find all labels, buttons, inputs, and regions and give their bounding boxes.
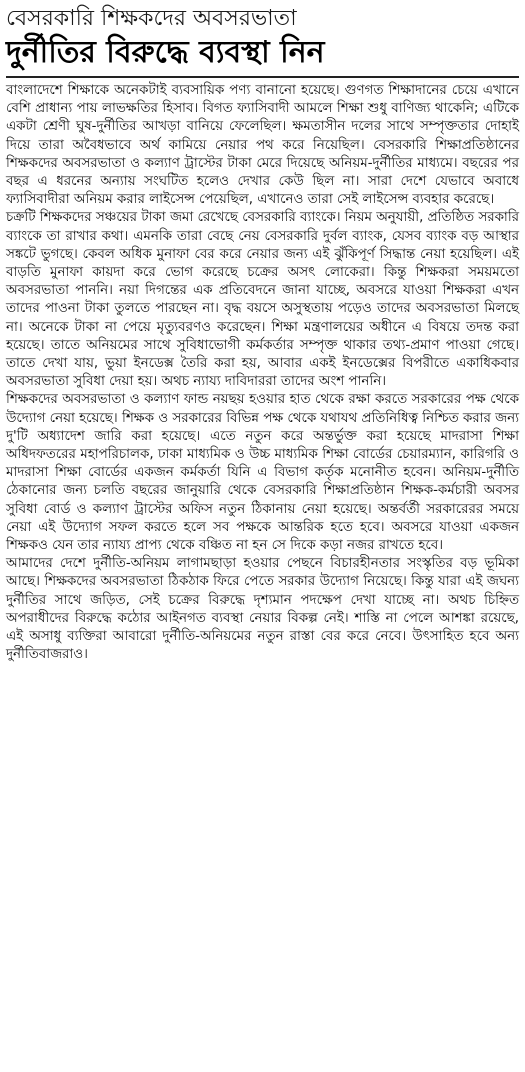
paragraph-1: বাংলাদেশে শিক্ষাকে অনেকটাই ব্যবসায়িক পণ্য বানানো হয়েছে। গুণগত শিক্ষাদানের চেয়ে এখানে বেশি প্রাধান্য পায় লাভক্ষতির হিসাব। বিগত ফ্যাসিবাদী আমলে শিক্ষা শুধু বাণিজ্য থাকেনি; এটিকে একটা শ্রেণী ঘুষ-দুর্নীতির আখড়া বানিয়ে ফেলেছিল। ক্ষমতাসীন দলের সাথে সম্পৃক্ততার দোহাই দিয়ে তারা অবৈধভাবে অর্থ কামিয়ে নেয়ার পথ করে নিয়েছিল। বেসরকারি শিক্ষাপ্রতিষ্ঠানের শিক্ষকদের অবসরভাতা ও কল্যাণ ট্রাস্টের টাকা মেরে দিয়েছে অনিয়ম-দুর্নীতির মাধ্যমে। বছরের পর বছর এ ধরনের অন্যায় সংঘটিত হলেও দেখার কেউ ছিল না। সারা দেশে যেভাবে অবাধে ফ্যাসিবাদীরা অনিয়ম করার লাইসেন্স পেয়েছিল, এখানেও তারা সেই লাইসেন্স ব্যবহার করেছে। (6, 83, 519, 208)
headline: দুর্নীতির বিরুদ্ধে ব্যবস্থা নিন (6, 35, 325, 70)
paragraph-4: আমাদের দেশে দুর্নীতি-অনিয়ম লাগামছাড়া হওয়ার পেছনে বিচারহীনতার সংস্কৃতির বড় ভূমিকা আছে। শিক্ষকদের অবসরভাতা ঠিকঠাক ফিরে পেতে সরকার উদ্যোগ নিয়েছে। কিন্তু যারা এই জঘন্য দুর্নীতির সাথে জড়িত, সেই চক্রের বিরুদ্ধে দৃশ্যমান পদক্ষেপ দেখা যাচ্ছে না। অথচ চিহ্নিত অপরাধীদের বিরুদ্ধে কঠোর আইনগত ব্যবস্থা নেয়ার বিকল্প নেই। শাস্তি না পেলে আশঙ্কা রয়েছে, এই অসাধু ব্যক্তিরা আবারো দুর্নীতি-অনিয়মের নতুন রাস্তা বের করে নেবে। উৎসাহিত হবে অন্য দুর্নীতিবাজরাও। (6, 556, 519, 663)
paragraph-3: শিক্ষকদের অবসরভাতা ও কল্যাণ ফান্ড নয়ছয় হওয়ার হাত থেকে রক্ষা করতে সরকারের পক্ষ থেকে উদ্যোগ নেয়া হয়েছে। শিক্ষক ও সরকারের বিভিন্ন পক্ষ থেকে যথাযথ প্রতিনিধিত্ব নিশ্চিত করার জন্য দু'টি অধ্যাদেশ জারি করা হয়েছে। এতে নতুন করে অন্তর্ভুক্ত করা হয়েছে মাদরাসা শিক্ষা অধিদফতরের মহাপরিচালক, ঢাকা মাধ্যমিক ও উচ্চ মাধ্যমিক শিক্ষা বোর্ডের চেয়ারম্যান, কারিগরি ও মাদরাসা শিক্ষা বোর্ডের একজন কর্মকর্তা যিনি এ বিভাগ কর্তৃক মনোনীত হবেন। অনিয়ম-দুর্নীতি ঠেকানোর জন্য চলতি বছরের জানুয়ারি থেকে বেসরকারি শিক্ষাপ্রতিষ্ঠান শিক্ষক-কর্মচারী অবসর সুবিধা বোর্ড ও কল্যাণ ট্রাস্টের অফিস নতুন ঠিকানায় নেয়া হয়েছে। অন্তর্বর্তী সরকারেরর সময়ে নেয়া এই উদ্যোগ সফল করতে হলে সব পক্ষকে আন্তরিক হতে হবে। অবসরে যাওয়া একজন শিক্ষকও যেন তার ন্যায্য প্রাপ্য থেকে বঞ্চিত না হন সে দিকে কড়া নজর রাখতে হবে। (6, 392, 519, 554)
headline-block (6, 4, 519, 78)
paragraph-2: চক্রটি শিক্ষকদের সঞ্চয়ের টাকা জমা রেখেছে বেসরকারি ব্যাংকে। নিয়ম অনুযায়ী, প্রতিষ্ঠিত সরকারি ব্যাংকে তা রাখার কথা। এমনকি তারা বেছে নেয় বেসরকারি দুর্বল ব্যাংক, যেসব ব্যাংক বড় আস্থার সঙ্কটে ভুগছে। কেবল অধিক মুনাফা বের করে নেয়ার জন্য এই ঝুঁকিপূর্ণ সিদ্ধান্ত নেয়া হয়েছিল। এই বাড়তি মুনাফা কায়দা করে ভোগ করেছে চক্রের অসৎ লোকেরা। কিন্তু শিক্ষকরা সময়মতো অবসরভাতা পাননি। নয়া দিগন্তের এক প্রতিবেদনে জানা যাচ্ছে, অবসরে যাওয়া শিক্ষকরা এখন তাদের পাওনা টাকা তুলতে পারছেন না। বৃদ্ধ বয়সে অসুস্থতায় পড়েও তাদের অবসরভাতা মিলছে না। অনেকে টাকা না পেয়ে মৃত্যুবরণও করেছেন। শিক্ষা মন্ত্রণালয়ের অধীনে এ বিষয়ে তদন্ত করা হয়েছে। তাতে অনিয়মের সাথে সুবিধাভোগী কর্মকর্তার সম্পৃক্ত থাকার তথ্য-প্রমাণ পাওয়া গেছে। তাতে দেখা যায়, ভুয়া ইনডেক্স তৈরি করা হয়, আবার একই ইনডেক্সের বিপরীতে একাধিকবার অবসরভাতা সুবিধা দেয়া হয়। অথচ ন্যায্য দাবিদাররা তাদের অংশ পাননি। (6, 210, 520, 390)
kicker: বেসরকারি শিক্ষকদের অবসরভাতা (6, 6, 297, 31)
article-body (6, 82, 519, 665)
